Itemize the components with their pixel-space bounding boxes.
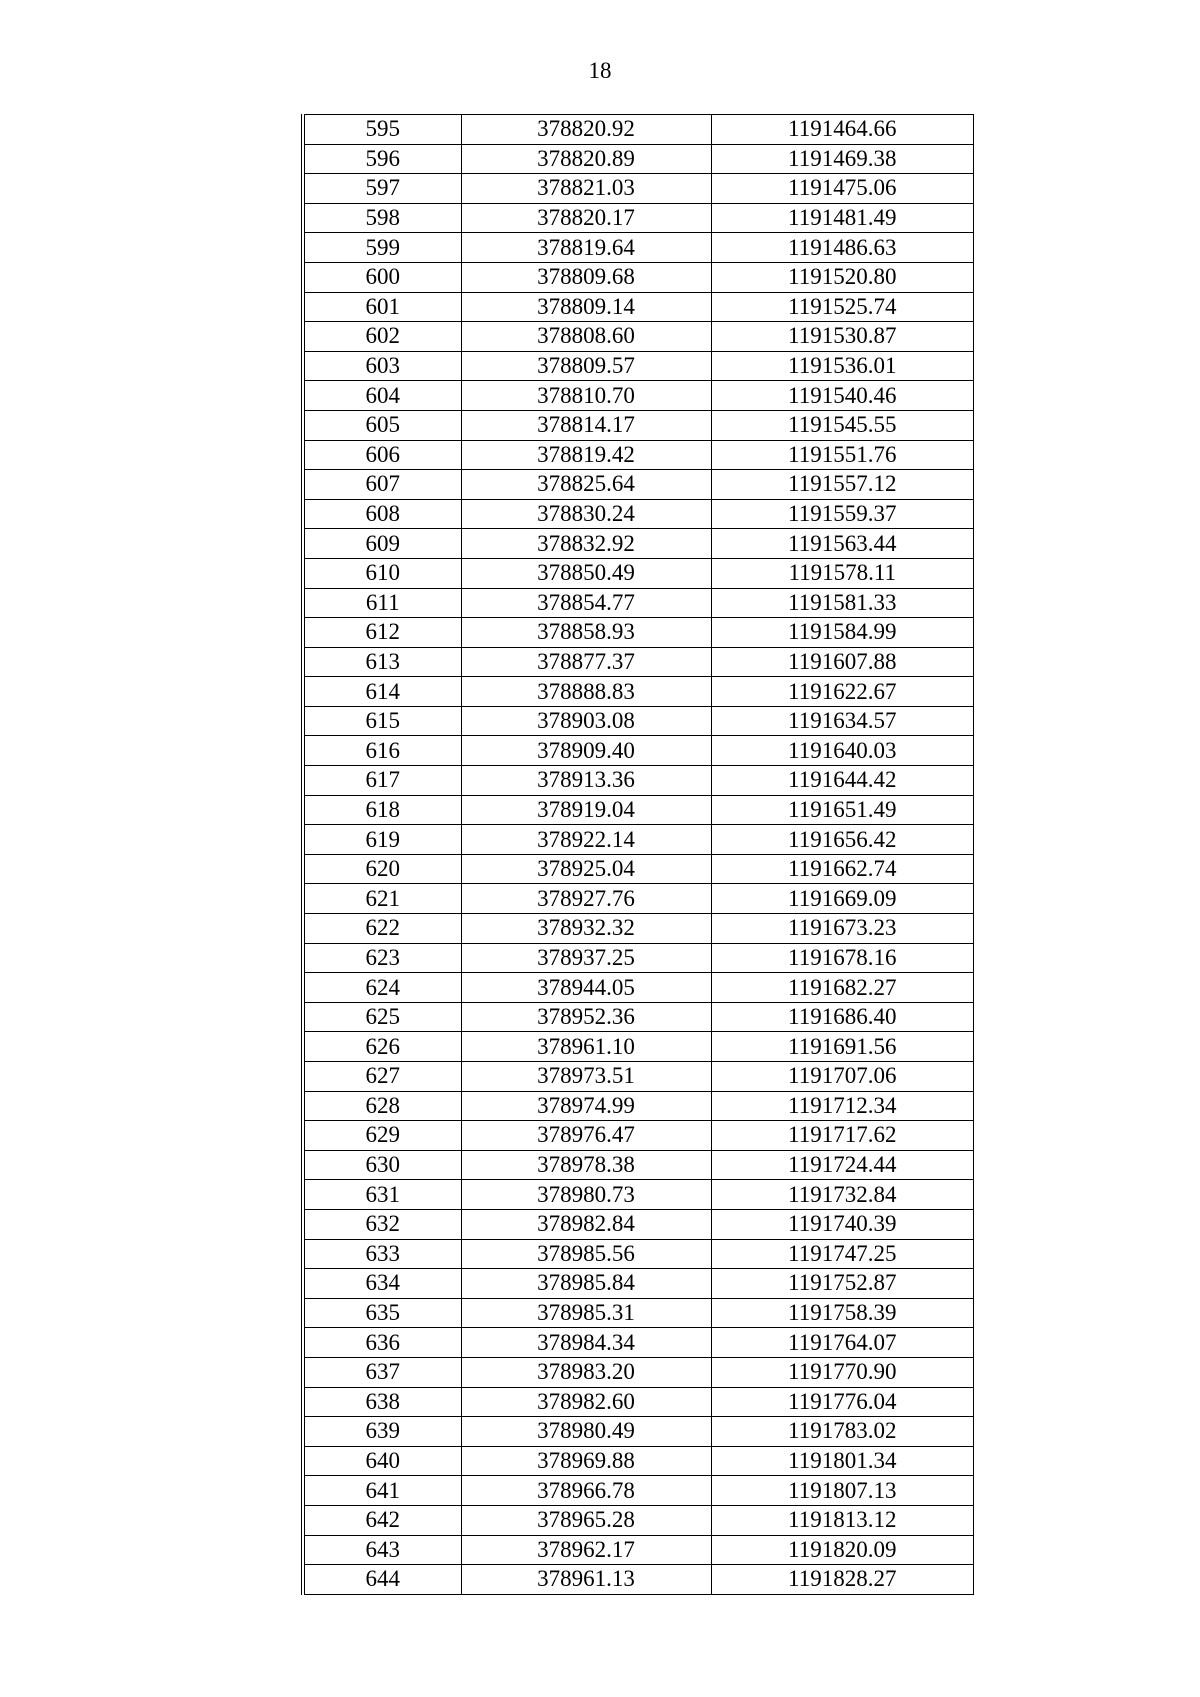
- x-coordinate-cell: 378810.70: [461, 381, 711, 411]
- x-coordinate-cell: 378820.92: [461, 115, 711, 145]
- x-coordinate-cell: 378830.24: [461, 499, 711, 529]
- point-number-cell: 619: [305, 825, 461, 855]
- y-coordinate-cell: 1191732.84: [711, 1180, 974, 1210]
- table-row: [305, 529, 974, 559]
- x-coordinate-cell: 378985.84: [461, 1269, 711, 1299]
- y-coordinate-cell: 1191475.06: [711, 174, 974, 204]
- point-number-cell: 598: [305, 203, 461, 233]
- table-row: [305, 766, 974, 796]
- x-coordinate-cell: 378825.64: [461, 470, 711, 500]
- point-number-cell: 630: [305, 1150, 461, 1180]
- point-number-cell: 603: [305, 351, 461, 381]
- x-coordinate-cell: 378922.14: [461, 825, 711, 855]
- point-number-cell: 637: [305, 1357, 461, 1387]
- table-row: [305, 322, 974, 352]
- point-number-cell: 621: [305, 884, 461, 914]
- point-number-cell: 602: [305, 322, 461, 352]
- point-number-cell: 642: [305, 1505, 461, 1535]
- y-coordinate-cell: 1191644.42: [711, 766, 974, 796]
- point-number-cell: 631: [305, 1180, 461, 1210]
- y-coordinate-cell: 1191634.57: [711, 706, 974, 736]
- y-coordinate-cell: 1191747.25: [711, 1239, 974, 1269]
- y-coordinate-cell: 1191686.40: [711, 1002, 974, 1032]
- x-coordinate-cell: 378962.17: [461, 1535, 711, 1565]
- table-row: [305, 1476, 974, 1506]
- table-row: [305, 1565, 974, 1595]
- table-row: [305, 499, 974, 529]
- table-row: [305, 174, 974, 204]
- point-number-cell: 634: [305, 1269, 461, 1299]
- table-row: [305, 1446, 974, 1476]
- table-row: [305, 1417, 974, 1447]
- y-coordinate-cell: 1191776.04: [711, 1387, 974, 1417]
- point-number-cell: 600: [305, 262, 461, 292]
- table-row: [305, 1121, 974, 1151]
- y-coordinate-cell: 1191607.88: [711, 647, 974, 677]
- x-coordinate-cell: 378980.49: [461, 1417, 711, 1447]
- point-number-cell: 610: [305, 558, 461, 588]
- y-coordinate-cell: 1191740.39: [711, 1209, 974, 1239]
- x-coordinate-cell: 378932.32: [461, 914, 711, 944]
- y-coordinate-cell: 1191724.44: [711, 1150, 974, 1180]
- y-coordinate-cell: 1191691.56: [711, 1032, 974, 1062]
- y-coordinate-cell: 1191536.01: [711, 351, 974, 381]
- table-row: [305, 618, 974, 648]
- table-row: [305, 973, 974, 1003]
- x-coordinate-cell: 378909.40: [461, 736, 711, 766]
- point-number-cell: 609: [305, 529, 461, 559]
- x-coordinate-cell: 378809.68: [461, 262, 711, 292]
- x-coordinate-cell: 378808.60: [461, 322, 711, 352]
- point-number-cell: 627: [305, 1062, 461, 1092]
- table-row: [305, 1002, 974, 1032]
- table-row: [305, 884, 974, 914]
- x-coordinate-cell: 378976.47: [461, 1121, 711, 1151]
- x-coordinate-cell: 378982.60: [461, 1387, 711, 1417]
- table-row: [305, 351, 974, 381]
- x-coordinate-cell: 378974.99: [461, 1091, 711, 1121]
- table-row: [305, 1328, 974, 1358]
- point-number-cell: 604: [305, 381, 461, 411]
- point-number-cell: 643: [305, 1535, 461, 1565]
- point-number-cell: 632: [305, 1209, 461, 1239]
- y-coordinate-cell: 1191520.80: [711, 262, 974, 292]
- table-row: [305, 144, 974, 174]
- x-coordinate-cell: 378888.83: [461, 677, 711, 707]
- y-coordinate-cell: 1191813.12: [711, 1505, 974, 1535]
- x-coordinate-cell: 378820.89: [461, 144, 711, 174]
- point-number-cell: 613: [305, 647, 461, 677]
- table-row: [305, 677, 974, 707]
- point-number-cell: 597: [305, 174, 461, 204]
- y-coordinate-cell: 1191801.34: [711, 1446, 974, 1476]
- point-number-cell: 596: [305, 144, 461, 174]
- x-coordinate-cell: 378809.14: [461, 292, 711, 322]
- table-row: [305, 233, 974, 263]
- y-coordinate-cell: 1191640.03: [711, 736, 974, 766]
- y-coordinate-cell: 1191758.39: [711, 1298, 974, 1328]
- point-number-cell: 640: [305, 1446, 461, 1476]
- x-coordinate-cell: 378820.17: [461, 203, 711, 233]
- coordinates-table-container: [301, 114, 974, 1595]
- table-row: [305, 706, 974, 736]
- point-number-cell: 629: [305, 1121, 461, 1151]
- y-coordinate-cell: 1191678.16: [711, 943, 974, 973]
- table-row: [305, 1298, 974, 1328]
- table-row: [305, 736, 974, 766]
- y-coordinate-cell: 1191662.74: [711, 854, 974, 884]
- table-row: [305, 1032, 974, 1062]
- y-coordinate-cell: 1191807.13: [711, 1476, 974, 1506]
- y-coordinate-cell: 1191581.33: [711, 588, 974, 618]
- table-row: [305, 203, 974, 233]
- x-coordinate-cell: 378966.78: [461, 1476, 711, 1506]
- y-coordinate-cell: 1191770.90: [711, 1357, 974, 1387]
- y-coordinate-cell: 1191622.67: [711, 677, 974, 707]
- point-number-cell: 636: [305, 1328, 461, 1358]
- table-row: [305, 1357, 974, 1387]
- point-number-cell: 635: [305, 1298, 461, 1328]
- point-number-cell: 608: [305, 499, 461, 529]
- table-row: [305, 1150, 974, 1180]
- x-coordinate-cell: 378832.92: [461, 529, 711, 559]
- table-row: [305, 440, 974, 470]
- point-number-cell: 617: [305, 766, 461, 796]
- table-row: [305, 1062, 974, 1092]
- point-number-cell: 611: [305, 588, 461, 618]
- point-number-cell: 639: [305, 1417, 461, 1447]
- table-row: [305, 943, 974, 973]
- point-number-cell: 607: [305, 470, 461, 500]
- point-number-cell: 599: [305, 233, 461, 263]
- y-coordinate-cell: 1191578.11: [711, 558, 974, 588]
- point-number-cell: 618: [305, 795, 461, 825]
- table-row: [305, 410, 974, 440]
- point-number-cell: 615: [305, 706, 461, 736]
- x-coordinate-cell: 378854.77: [461, 588, 711, 618]
- point-number-cell: 620: [305, 854, 461, 884]
- y-coordinate-cell: 1191525.74: [711, 292, 974, 322]
- table-row: [305, 1535, 974, 1565]
- point-number-cell: 625: [305, 1002, 461, 1032]
- table-row: [305, 914, 974, 944]
- y-coordinate-cell: 1191486.63: [711, 233, 974, 263]
- point-number-cell: 633: [305, 1239, 461, 1269]
- point-number-cell: 644: [305, 1565, 461, 1595]
- x-coordinate-cell: 378850.49: [461, 558, 711, 588]
- y-coordinate-cell: 1191530.87: [711, 322, 974, 352]
- y-coordinate-cell: 1191563.44: [711, 529, 974, 559]
- y-coordinate-cell: 1191673.23: [711, 914, 974, 944]
- x-coordinate-cell: 378919.04: [461, 795, 711, 825]
- x-coordinate-cell: 378858.93: [461, 618, 711, 648]
- x-coordinate-cell: 378913.36: [461, 766, 711, 796]
- y-coordinate-cell: 1191469.38: [711, 144, 974, 174]
- point-number-cell: 622: [305, 914, 461, 944]
- y-coordinate-cell: 1191656.42: [711, 825, 974, 855]
- table-row: [305, 381, 974, 411]
- x-coordinate-cell: 378985.31: [461, 1298, 711, 1328]
- point-number-cell: 595: [305, 115, 461, 145]
- x-coordinate-cell: 378937.25: [461, 943, 711, 973]
- table-row: [305, 115, 974, 145]
- table-row: [305, 1091, 974, 1121]
- y-coordinate-cell: 1191464.66: [711, 115, 974, 145]
- coordinates-table-body: [305, 115, 974, 1595]
- x-coordinate-cell: 378944.05: [461, 973, 711, 1003]
- y-coordinate-cell: 1191707.06: [711, 1062, 974, 1092]
- x-coordinate-cell: 378877.37: [461, 647, 711, 677]
- table-row: [305, 558, 974, 588]
- table-row: [305, 1387, 974, 1417]
- point-number-cell: 612: [305, 618, 461, 648]
- y-coordinate-cell: 1191764.07: [711, 1328, 974, 1358]
- y-coordinate-cell: 1191783.02: [711, 1417, 974, 1447]
- x-coordinate-cell: 378969.88: [461, 1446, 711, 1476]
- point-number-cell: 626: [305, 1032, 461, 1062]
- y-coordinate-cell: 1191557.12: [711, 470, 974, 500]
- table-row: [305, 262, 974, 292]
- x-coordinate-cell: 378809.57: [461, 351, 711, 381]
- point-number-cell: 641: [305, 1476, 461, 1506]
- y-coordinate-cell: 1191584.99: [711, 618, 974, 648]
- x-coordinate-cell: 378982.84: [461, 1209, 711, 1239]
- point-number-cell: 623: [305, 943, 461, 973]
- point-number-cell: 606: [305, 440, 461, 470]
- table-row: [305, 854, 974, 884]
- y-coordinate-cell: 1191559.37: [711, 499, 974, 529]
- y-coordinate-cell: 1191651.49: [711, 795, 974, 825]
- coordinates-table: [305, 114, 974, 1595]
- y-coordinate-cell: 1191682.27: [711, 973, 974, 1003]
- x-coordinate-cell: 378985.56: [461, 1239, 711, 1269]
- table-row: [305, 470, 974, 500]
- y-coordinate-cell: 1191828.27: [711, 1565, 974, 1595]
- x-coordinate-cell: 378821.03: [461, 174, 711, 204]
- x-coordinate-cell: 378961.10: [461, 1032, 711, 1062]
- x-coordinate-cell: 378965.28: [461, 1505, 711, 1535]
- point-number-cell: 624: [305, 973, 461, 1003]
- table-row: [305, 1209, 974, 1239]
- x-coordinate-cell: 378978.38: [461, 1150, 711, 1180]
- table-row: [305, 825, 974, 855]
- y-coordinate-cell: 1191712.34: [711, 1091, 974, 1121]
- x-coordinate-cell: 378961.13: [461, 1565, 711, 1595]
- table-row: [305, 1269, 974, 1299]
- x-coordinate-cell: 378819.64: [461, 233, 711, 263]
- y-coordinate-cell: 1191545.55: [711, 410, 974, 440]
- point-number-cell: 616: [305, 736, 461, 766]
- table-row: [305, 795, 974, 825]
- x-coordinate-cell: 378903.08: [461, 706, 711, 736]
- x-coordinate-cell: 378983.20: [461, 1357, 711, 1387]
- x-coordinate-cell: 378927.76: [461, 884, 711, 914]
- x-coordinate-cell: 378925.04: [461, 854, 711, 884]
- x-coordinate-cell: 378814.17: [461, 410, 711, 440]
- y-coordinate-cell: 1191752.87: [711, 1269, 974, 1299]
- y-coordinate-cell: 1191820.09: [711, 1535, 974, 1565]
- page-number: 18: [588, 58, 612, 83]
- x-coordinate-cell: 378984.34: [461, 1328, 711, 1358]
- point-number-cell: 638: [305, 1387, 461, 1417]
- y-coordinate-cell: 1191551.76: [711, 440, 974, 470]
- y-coordinate-cell: 1191540.46: [711, 381, 974, 411]
- table-row: [305, 588, 974, 618]
- table-row: [305, 1180, 974, 1210]
- x-coordinate-cell: 378952.36: [461, 1002, 711, 1032]
- x-coordinate-cell: 378819.42: [461, 440, 711, 470]
- point-number-cell: 614: [305, 677, 461, 707]
- point-number-cell: 601: [305, 292, 461, 322]
- point-number-cell: 605: [305, 410, 461, 440]
- table-row: [305, 292, 974, 322]
- table-row: [305, 1505, 974, 1535]
- x-coordinate-cell: 378980.73: [461, 1180, 711, 1210]
- y-coordinate-cell: 1191669.09: [711, 884, 974, 914]
- table-row: [305, 647, 974, 677]
- x-coordinate-cell: 378973.51: [461, 1062, 711, 1092]
- point-number-cell: 628: [305, 1091, 461, 1121]
- y-coordinate-cell: 1191481.49: [711, 203, 974, 233]
- table-row: [305, 1239, 974, 1269]
- y-coordinate-cell: 1191717.62: [711, 1121, 974, 1151]
